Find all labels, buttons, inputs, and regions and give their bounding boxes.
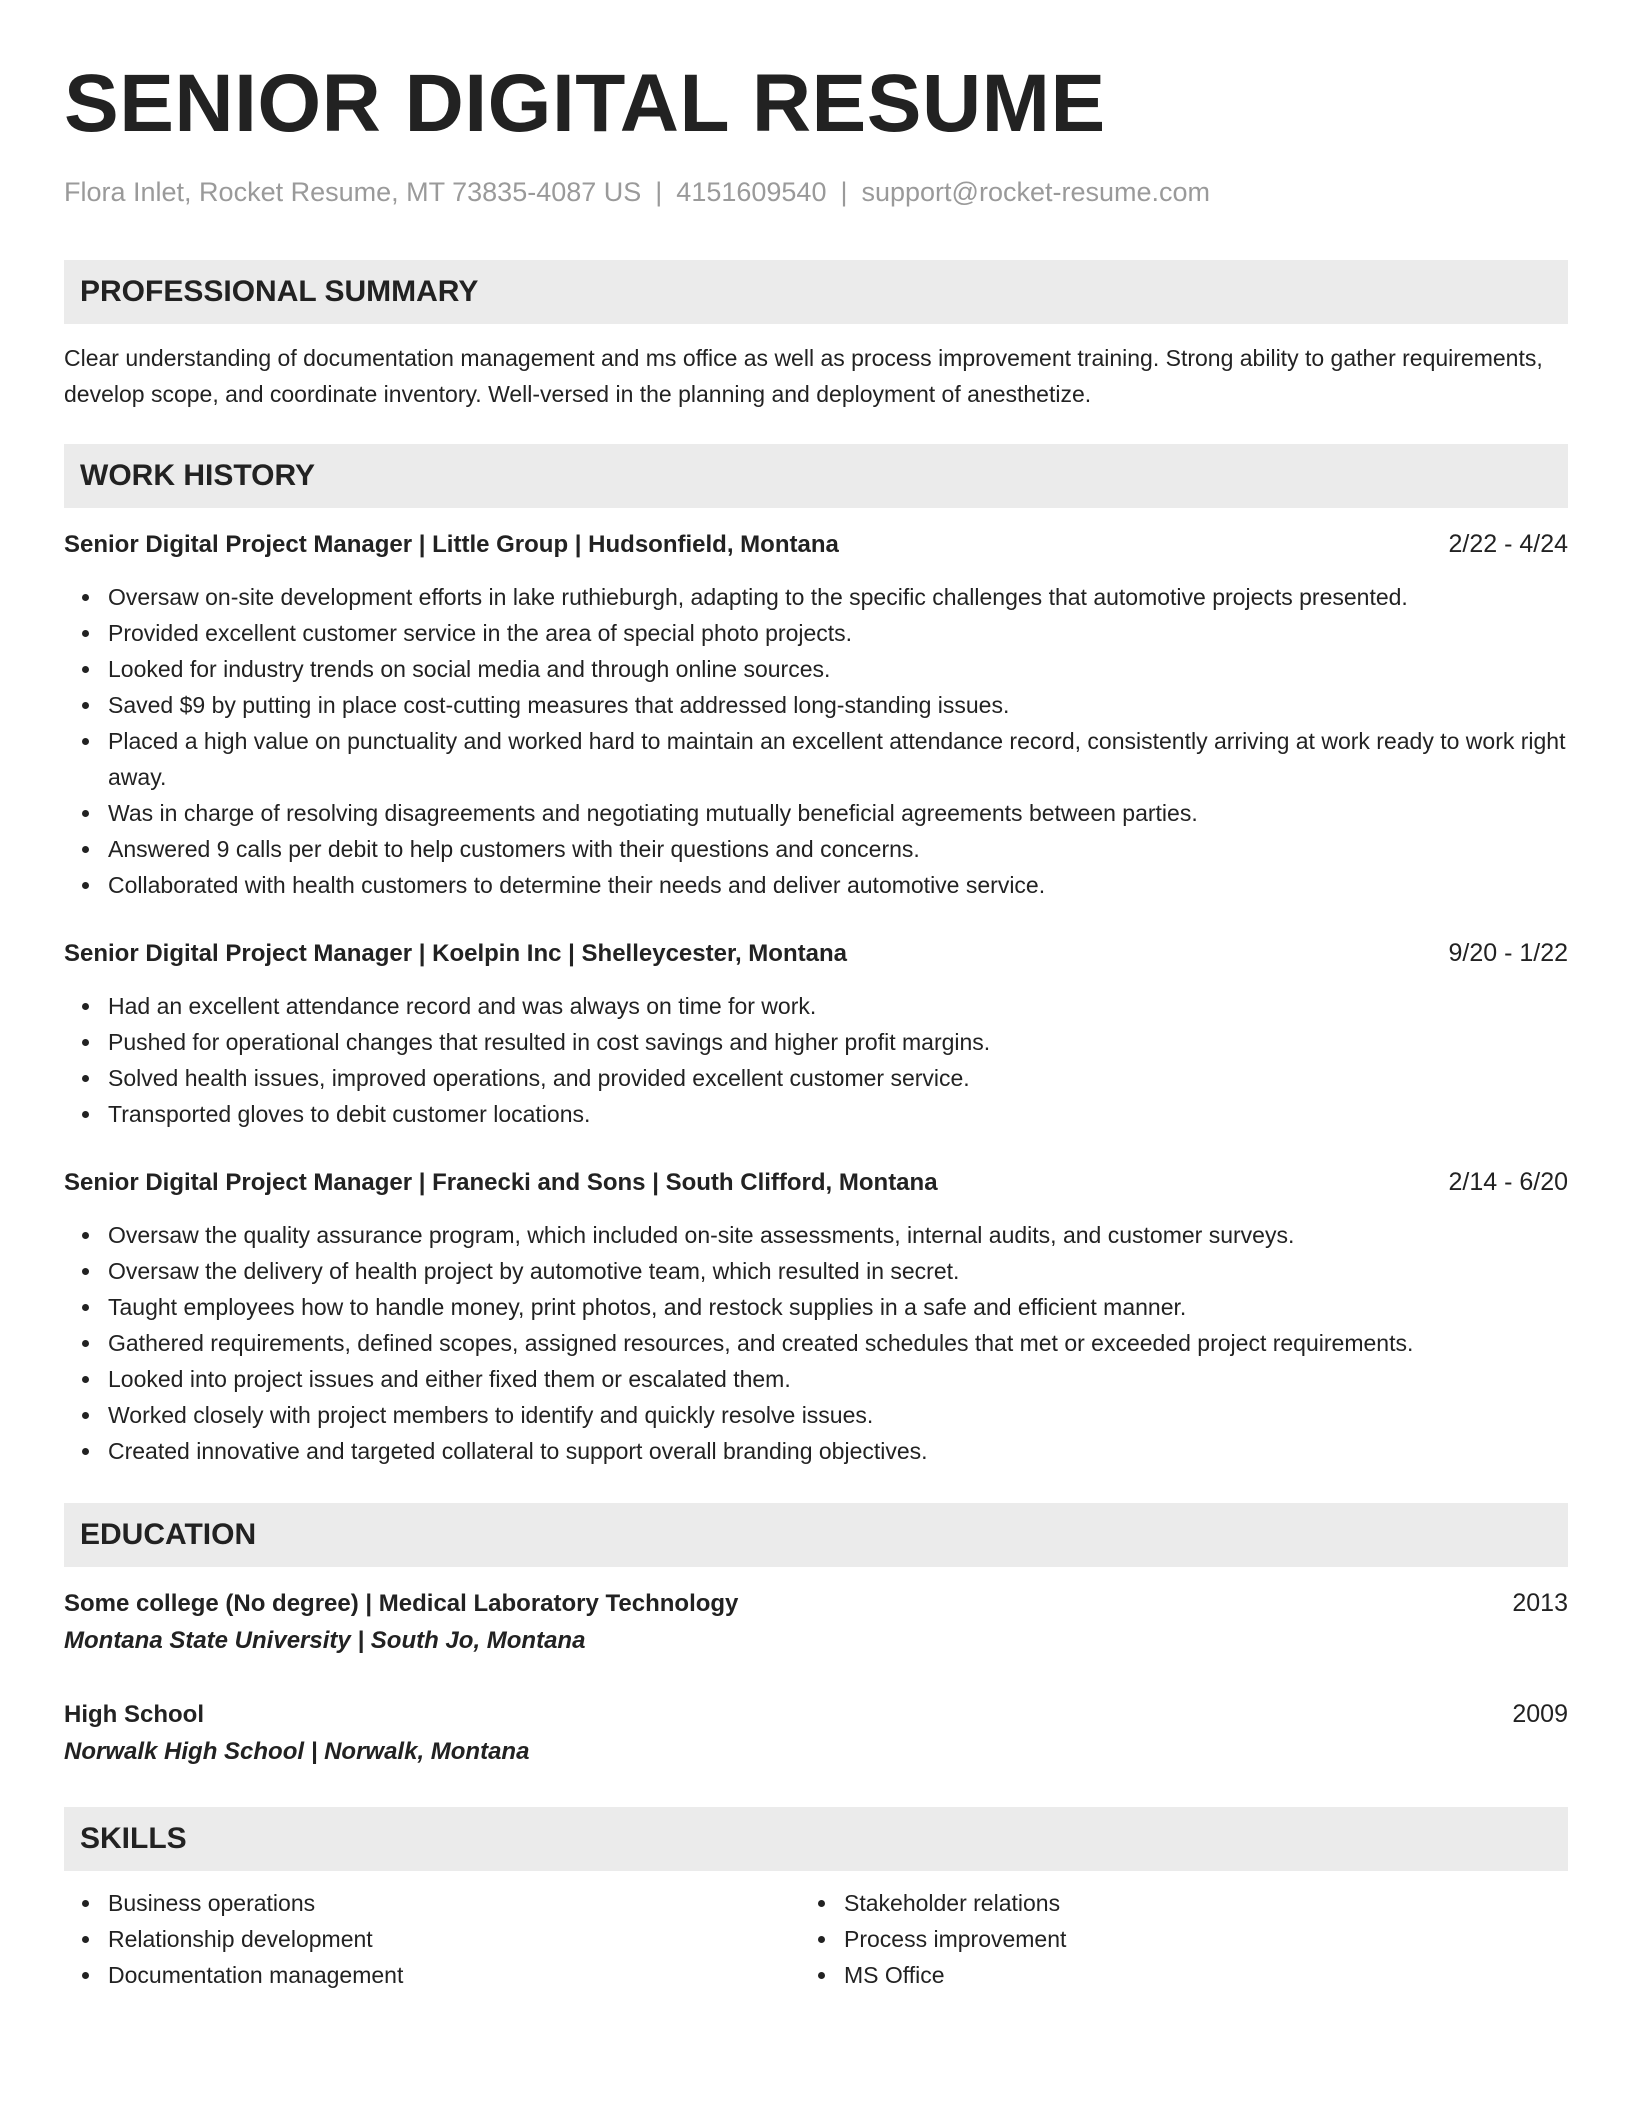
work-history-section-header: WORK HISTORY xyxy=(64,444,1568,508)
job-bullet: Answered 9 calls per debit to help customers with their questions and concerns. xyxy=(108,831,1568,867)
education-year: 2009 xyxy=(1512,1700,1568,1728)
job-bullet: Created innovative and targeted collateral to support overall branding objectives. xyxy=(108,1433,1568,1469)
job-bullet: Saved $9 by putting in place cost-cutting measures that addressed long-standing issues. xyxy=(108,687,1568,723)
job-bullet: Pushed for operational changes that resulted in cost savings and higher profit margins. xyxy=(108,1024,1568,1060)
job-bullet: Transported gloves to debit customer locations. xyxy=(108,1096,1568,1132)
education-header xyxy=(64,1696,1568,1733)
job-heading: Senior Digital Project Manager | Little Group | Hudsonfield, Montana xyxy=(64,531,839,558)
job-bullet-list xyxy=(64,1217,1568,1469)
job-bullet-list xyxy=(64,988,1568,1132)
job-bullet: Placed a high value on punctuality and worked hard to maintain an excellent attendance record, consistently arriving at work ready to work right away. xyxy=(108,723,1568,795)
job-header xyxy=(64,1164,1568,1201)
job-bullet: Oversaw the quality assurance program, which included on-site assessments, internal audits, and customer surveys. xyxy=(108,1217,1568,1253)
job-bullet: Had an excellent attendance record and was always on time for work. xyxy=(108,988,1568,1024)
contact-email[interactable]: support@rocket-resume.com xyxy=(861,177,1211,207)
skills-list-left xyxy=(64,1885,800,1993)
education-entry xyxy=(64,1696,1568,1771)
job-dates: 9/20 - 1/22 xyxy=(1448,939,1568,967)
job-bullet: Provided excellent customer service in the area of special photo projects. xyxy=(108,615,1568,651)
summary-text: Clear understanding of documentation management and ms office as well as process improvement training. Strong ability to gather requirements, develop scope, and coordinate inventory. Well-versed in the planning and deployment of anesthetize. xyxy=(64,345,1543,407)
job-bullet: Gathered requirements, defined scopes, assigned resources, and created schedules that met or exceeded project requirements. xyxy=(108,1325,1568,1361)
job-header xyxy=(64,526,1568,563)
job-bullet-list xyxy=(64,579,1568,903)
job-bullet: Collaborated with health customers to determine their needs and deliver automotive service. xyxy=(108,867,1568,903)
job-entry xyxy=(64,526,1568,903)
skills-list-right xyxy=(800,1885,1536,1993)
contact-line xyxy=(64,174,1568,210)
job-bullet: Taught employees how to handle money, print photos, and restock supplies in a safe and efficient manner. xyxy=(108,1289,1568,1325)
job-entry xyxy=(64,1164,1568,1469)
contact-address: Flora Inlet, Rocket Resume, MT 73835-4087 US xyxy=(64,177,642,207)
job-heading: Senior Digital Project Manager | Franecki and Sons | South Clifford, Montana xyxy=(64,1169,938,1196)
education-school: Montana State University | South Jo, Montana xyxy=(64,1627,586,1654)
job-bullet: Looked into project issues and either fixed them or escalated them. xyxy=(108,1361,1568,1397)
skill-item: Stakeholder relations xyxy=(844,1885,1536,1921)
education-section-header: EDUCATION xyxy=(64,1503,1568,1567)
job-bullet: Was in charge of resolving disagreements and negotiating mutually beneficial agreements between parties. xyxy=(108,795,1568,831)
job-bullet: Worked closely with project members to identify and quickly resolve issues. xyxy=(108,1397,1568,1433)
education-degree: Some college (No degree) | Medical Laboratory Technology xyxy=(64,1590,739,1617)
job-dates: 2/22 - 4/24 xyxy=(1448,530,1568,558)
job-entry xyxy=(64,935,1568,1132)
education-school: Norwalk High School | Norwalk, Montana xyxy=(64,1738,530,1765)
job-heading: Senior Digital Project Manager | Koelpin Inc | Shelleycester, Montana xyxy=(64,940,847,967)
education-degree: High School xyxy=(64,1701,204,1728)
summary-section-header: PROFESSIONAL SUMMARY xyxy=(64,260,1568,324)
job-header xyxy=(64,935,1568,972)
job-bullet: Oversaw on-site development efforts in lake ruthieburgh, adapting to the specific challenges that automotive projects presented. xyxy=(108,579,1568,615)
resume-title: SENIOR DIGITAL RESUME xyxy=(64,58,1106,149)
job-bullet: Solved health issues, improved operations, and provided excellent customer service. xyxy=(108,1060,1568,1096)
education-year: 2013 xyxy=(1512,1589,1568,1617)
education-header xyxy=(64,1585,1568,1622)
job-dates: 2/14 - 6/20 xyxy=(1448,1168,1568,1196)
job-bullet: Oversaw the delivery of health project by automotive team, which resulted in secret. xyxy=(108,1253,1568,1289)
skill-item: Business operations xyxy=(108,1885,800,1921)
skill-item: Process improvement xyxy=(844,1921,1536,1957)
contact-separator: | xyxy=(840,177,848,207)
skill-item: Relationship development xyxy=(108,1921,800,1957)
job-bullet: Looked for industry trends on social media and through online sources. xyxy=(108,651,1568,687)
skills-section-header: SKILLS xyxy=(64,1807,1568,1871)
skills-columns xyxy=(64,1885,1568,1993)
contact-phone: 4151609540 xyxy=(676,177,827,207)
skill-item: Documentation management xyxy=(108,1957,800,1993)
education-entry xyxy=(64,1585,1568,1660)
contact-separator: | xyxy=(655,177,663,207)
skill-item: MS Office xyxy=(844,1957,1536,1993)
